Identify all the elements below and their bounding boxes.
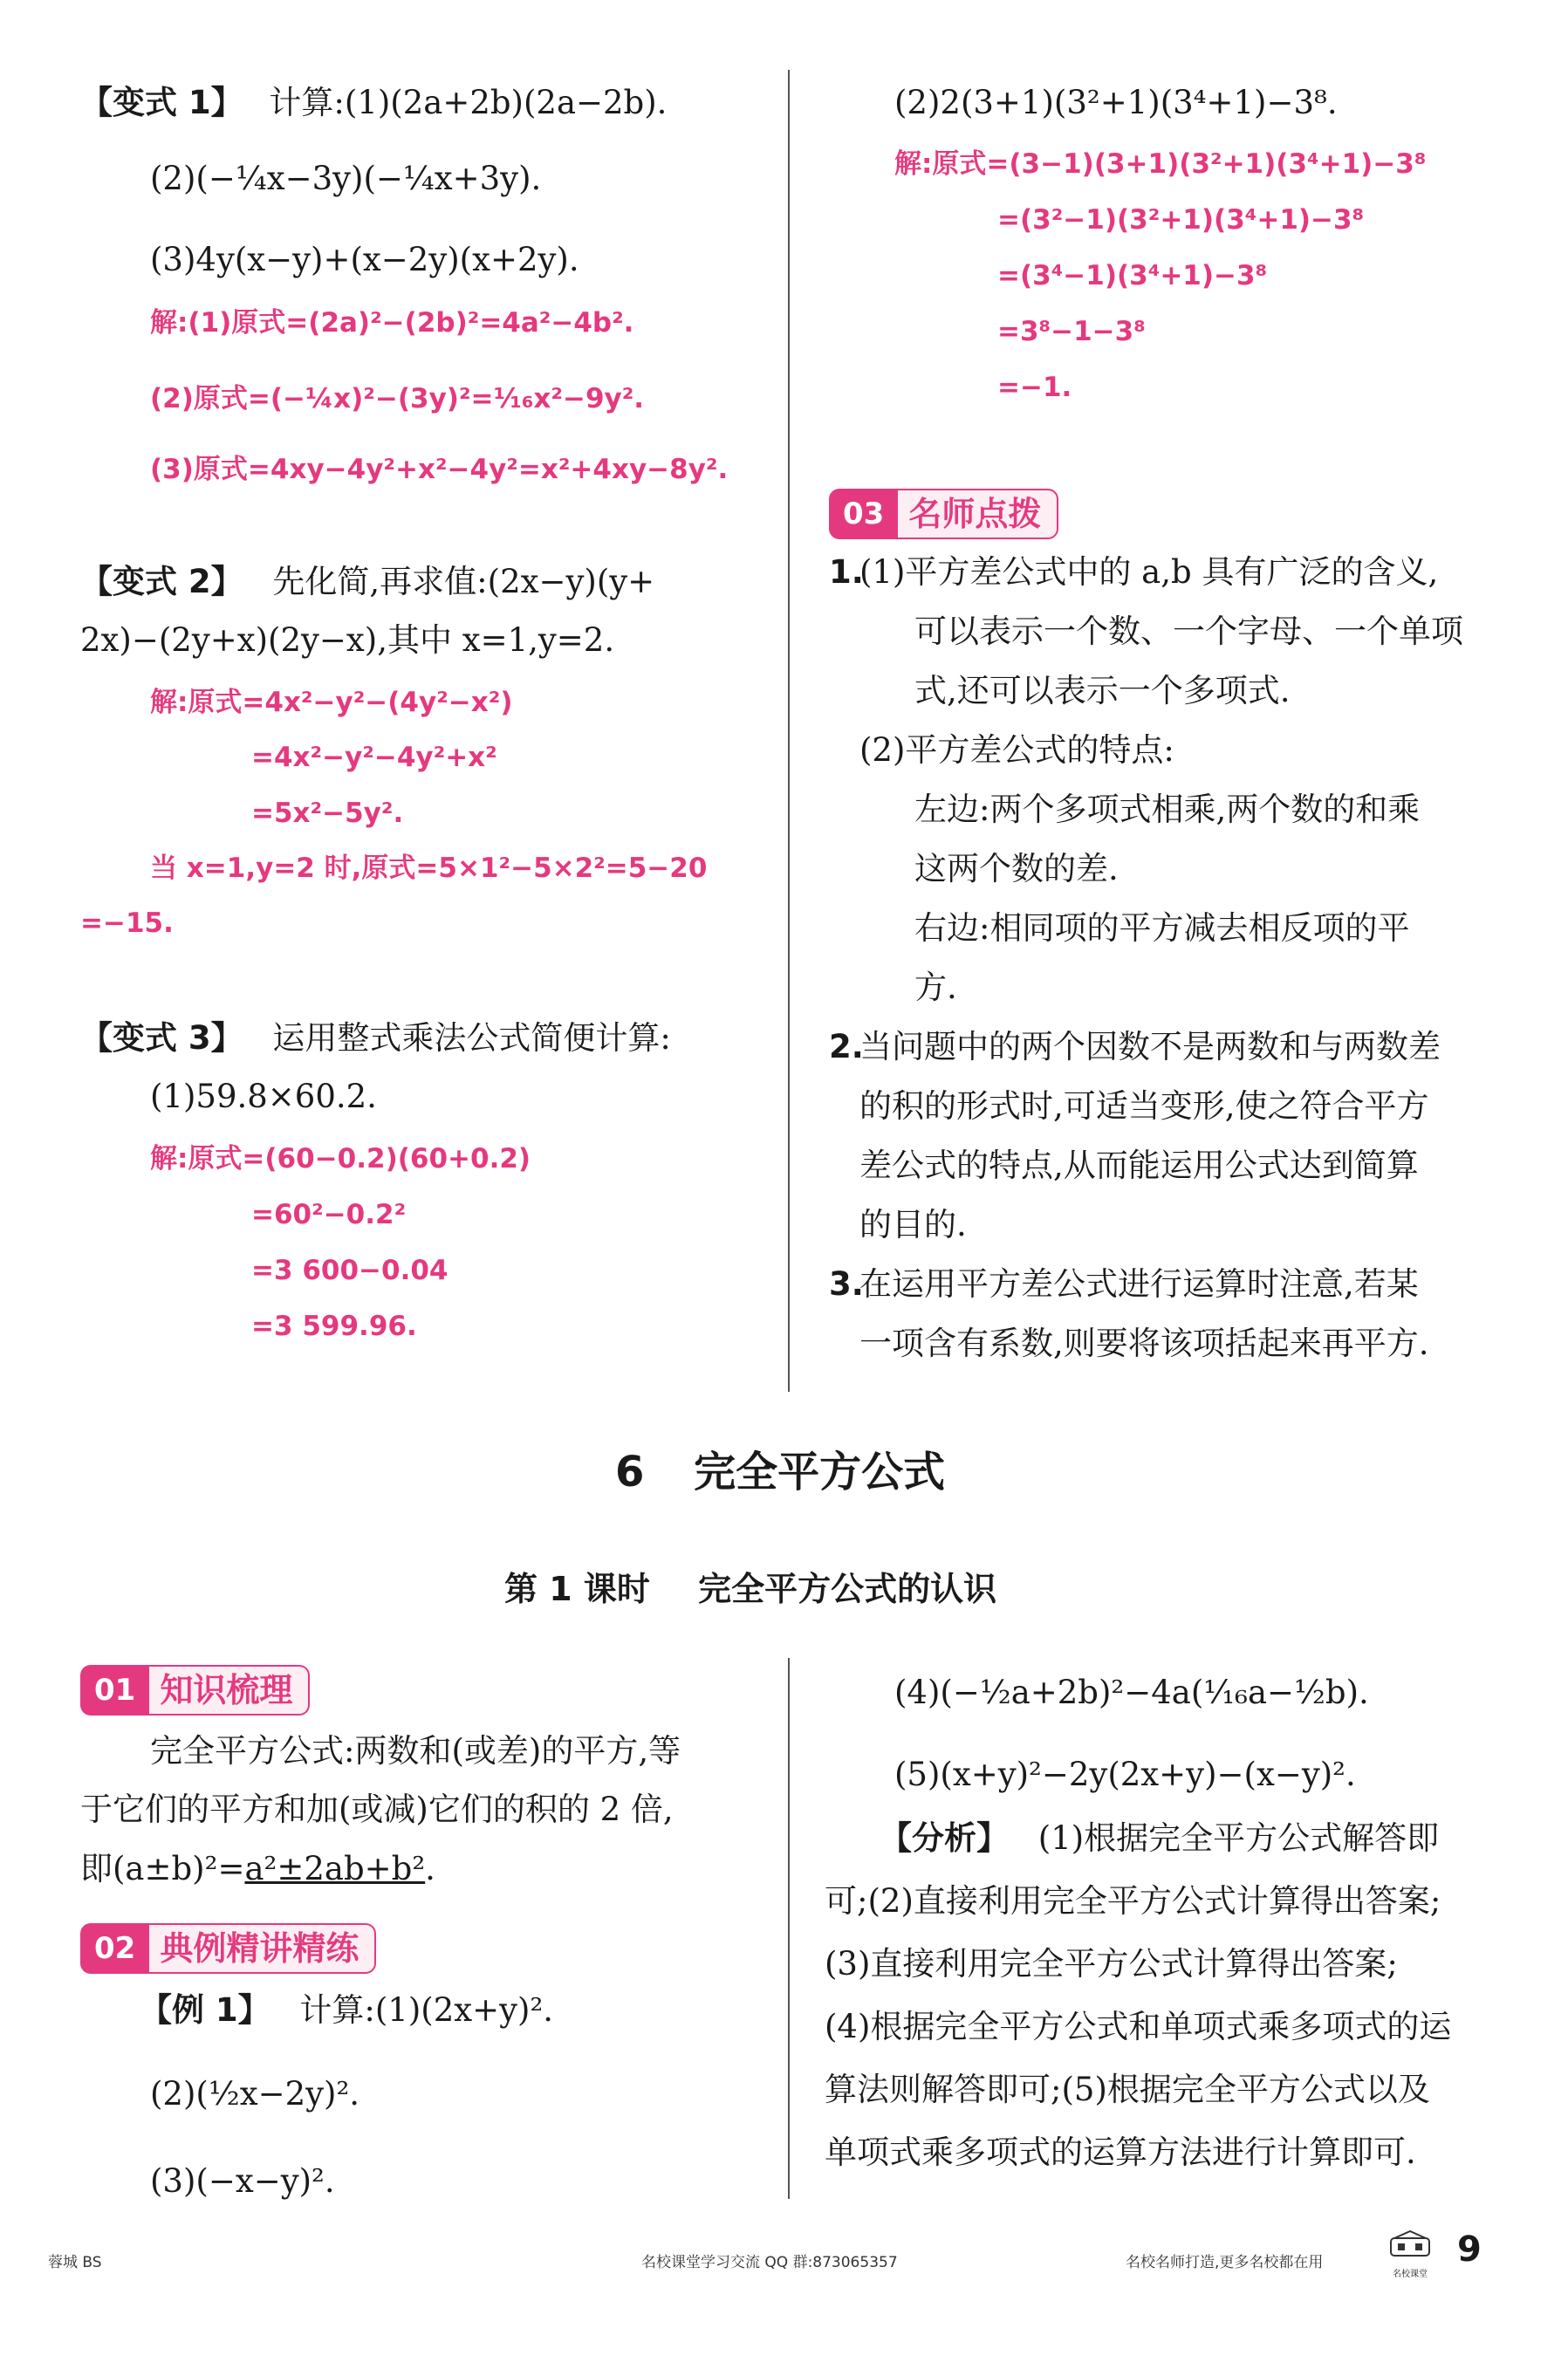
example-1-q1: 计算:(1)(2x+y)². — [299, 1991, 554, 2029]
analysis-line-5: 算法则解答即可;(5)根据完全平方公式以及 — [825, 2071, 1430, 2108]
variant-2-q1: 先化简,再求值:(2x−y)(y+ — [272, 563, 655, 600]
variant-3-answer-2: =60²−0.2² — [251, 1199, 407, 1230]
variant-2-question — [80, 563, 654, 601]
tip-1-line-5: 左边:两个多项式相乘,两个数的和乘 — [914, 791, 1421, 828]
analysis-text-1: (1)根据完全平方公式解答即 — [1037, 1819, 1440, 1857]
variant-2-tag: 【变式 2】 — [80, 563, 243, 600]
tip-1-line-7: 右边:相同项的平方减去相反项的平 — [914, 909, 1410, 947]
variant-3-answer-1: 解:原式=(60−0.2)(60+0.2) — [150, 1143, 531, 1175]
example-1-question — [140, 1991, 553, 2030]
section-number: 6 — [615, 1448, 645, 1496]
variant-1-tag: 【变式 1】 — [80, 84, 243, 121]
variant-1-q2: (2)(−¼x−3y)(−¼x+3y). — [150, 160, 542, 197]
tip-3-line-1: 在运用平方差公式进行运算时注意,若某 — [859, 1265, 1419, 1303]
formula-suffix: . — [425, 1850, 435, 1887]
variant-3-q2: (1)59.8×60.2. — [150, 1078, 377, 1115]
tip-1-line-6: 这两个数的差. — [914, 850, 1119, 887]
tip-1-line-3: 式,还可以表示一个多项式. — [914, 672, 1291, 709]
footer-slogan: 名校名师打造,更多名校都在用 — [1126, 2254, 1324, 2271]
example-1-q2: (2)(½x−2y)². — [150, 2075, 360, 2113]
example-1-q4: (4)(−½a+2b)²−4a(¹⁄₁₆a−½b). — [894, 1674, 1369, 1711]
tip-1-number: 1. — [829, 553, 864, 591]
analysis-line-3: (3)直接利用完全平方公式计算得出答案; — [825, 1945, 1398, 1983]
badge-knowledge — [80, 1665, 310, 1716]
variant-2-answer-4: 当 x=1,y=2 时,原式=5×1²−5×2²=5−20 — [150, 853, 708, 884]
variant-2-answer-5: =−15. — [80, 907, 174, 939]
footer-edition: 蓉城 BS — [48, 2254, 102, 2271]
variant-1-question — [80, 84, 667, 122]
variant-2-answer-1: 解:原式=4x²−y²−(4y²−x²) — [150, 687, 513, 718]
section-name: 完全平方公式 — [694, 1448, 946, 1496]
badge-teacher-tips — [829, 489, 1058, 539]
analysis-tag: 【分析】 — [880, 1819, 1009, 1857]
lesson-number: 第 1 课时 — [504, 1570, 650, 1608]
tip-1-line-2: 可以表示一个数、一个字母、一个单项 — [914, 613, 1463, 650]
knowledge-line-3 — [80, 1850, 435, 1888]
publisher-logo-icon — [1386, 2229, 1434, 2264]
badge-number: 03 — [829, 489, 898, 539]
tip-2-line-3: 差公式的特点,从而能运用公式达到简算 — [859, 1147, 1419, 1184]
right-answer-3: =(3⁴−1)(3⁴+1)−3⁸ — [997, 260, 1268, 291]
knowledge-line-2: 于它们的平方和加(或减)它们的积的 2 倍, — [80, 1791, 674, 1828]
right-answer-1: 解:原式=(3−1)(3+1)(3²+1)(3⁴+1)−3⁸ — [894, 148, 1427, 180]
analysis-line-2: 可;(2)直接利用完全平方公式计算得出答案; — [825, 1882, 1441, 1920]
variant-1-q3: (3)4y(x−y)+(x−2y)(x+2y). — [150, 241, 579, 278]
tip-2-line-2: 的积的形式时,可适当变形,使之符合平方 — [859, 1087, 1429, 1125]
tip-2-number: 2. — [829, 1028, 864, 1065]
badge-label: 典例精讲精练 — [149, 1923, 376, 1974]
analysis-line-1 — [880, 1819, 1439, 1858]
tip-1-line-8: 方. — [914, 969, 957, 1006]
example-1-tag: 【例 1】 — [140, 1991, 270, 2029]
variant-3-answer-4: =3 599.96. — [251, 1311, 417, 1342]
variant-1-answer-3: (3)原式=4xy−4y²+x²−4y²=x²+4xy−8y². — [150, 454, 729, 485]
tip-3-number: 3. — [829, 1265, 864, 1303]
publisher-logo-text: 名校课堂 — [1393, 2270, 1428, 2279]
right-answer-2: =(3²−1)(3²+1)(3⁴+1)−3⁸ — [997, 204, 1365, 236]
variant-3-question — [80, 1019, 671, 1058]
variant-2-answer-3: =5x²−5y². — [251, 798, 404, 829]
tip-1-line-1: (1)平方差公式中的 a,b 具有广泛的含义, — [859, 553, 1439, 591]
tip-3-line-2: 一项含有系数,则要将该项括起来再平方. — [859, 1325, 1429, 1362]
column-divider-top — [788, 70, 790, 1392]
badge-examples — [80, 1923, 376, 1974]
example-1-q3: (3)(−x−y)². — [150, 2162, 335, 2200]
footer-qq-group: 名校课堂学习交流 QQ 群:873065357 — [641, 2254, 898, 2271]
analysis-line-4: (4)根据完全平方公式和单项式乘多项式的运 — [825, 2008, 1452, 2045]
badge-label: 名师点拨 — [898, 489, 1058, 539]
tip-2-line-4: 的目的. — [859, 1206, 967, 1243]
lesson-name: 完全平方公式的认识 — [698, 1570, 997, 1608]
tip-2-line-1: 当问题中的两个因数不是两数和与两数差 — [859, 1028, 1441, 1065]
formula-underlined: a²±2ab+b² — [244, 1850, 426, 1887]
lesson-title — [504, 1562, 996, 1610]
variant-2-answer-2: =4x²−y²−4y²+x² — [251, 742, 497, 773]
variant-3-q2-right: (2)2(3+1)(3²+1)(3⁴+1)−3⁸. — [894, 84, 1338, 121]
tip-1-line-4: (2)平方差公式的特点: — [859, 731, 1174, 769]
analysis-line-6: 单项式乘多项式的运算方法进行计算即可. — [825, 2133, 1416, 2171]
variant-1-answer-2: (2)原式=(−¼x)²−(3y)²=¹⁄₁₆x²−9y². — [150, 383, 645, 414]
column-divider-bottom — [788, 1658, 790, 2199]
variant-2-q2: 2x)−(2y+x)(2y−x),其中 x=1,y=2. — [80, 621, 615, 659]
knowledge-line-1: 完全平方公式:两数和(或差)的平方,等 — [150, 1732, 681, 1770]
badge-number: 02 — [80, 1923, 149, 1974]
section-title — [615, 1438, 945, 1498]
variant-3-q1: 运用整式乘法公式简便计算: — [272, 1019, 671, 1057]
variant-3-answer-3: =3 600−0.04 — [251, 1255, 448, 1286]
example-1-q5: (5)(x+y)²−2y(2x+y)−(x−y)². — [894, 1756, 1356, 1793]
variant-3-tag: 【变式 3】 — [80, 1019, 243, 1057]
right-answer-4: =3⁸−1−3⁸ — [997, 316, 1146, 347]
badge-number: 01 — [80, 1665, 149, 1716]
formula-prefix: 即(a±b)²= — [80, 1850, 245, 1887]
variant-1-answer-1: 解:(1)原式=(2a)²−(2b)²=4a²−4b². — [150, 307, 634, 339]
variant-1-q1: 计算:(1)(2a+2b)(2a−2b). — [269, 84, 668, 121]
badge-label: 知识梳理 — [149, 1665, 310, 1716]
right-answer-5: =−1. — [997, 372, 1072, 403]
page-number: 9 — [1457, 2229, 1482, 2270]
